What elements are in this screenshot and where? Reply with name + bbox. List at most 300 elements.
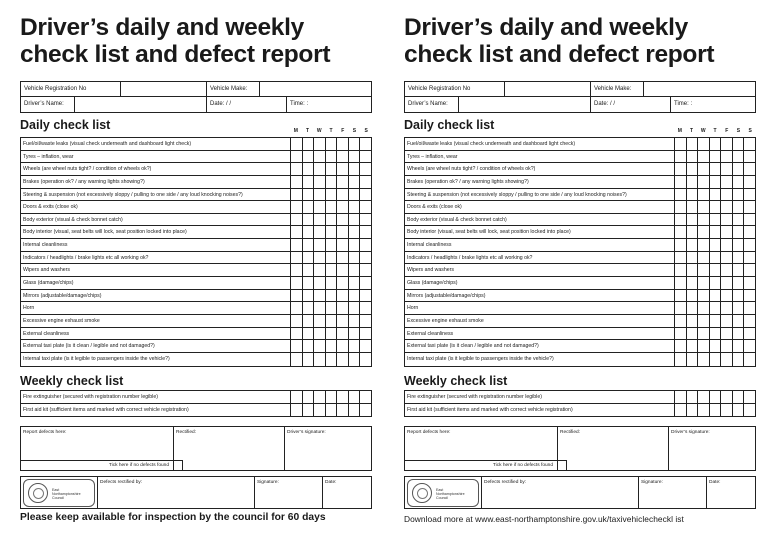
day-checkbox[interactable] bbox=[733, 404, 745, 417]
day-checkbox[interactable] bbox=[326, 353, 338, 366]
day-checkbox[interactable] bbox=[291, 391, 303, 403]
day-checkbox[interactable] bbox=[314, 189, 326, 201]
day-checkbox[interactable] bbox=[291, 214, 303, 226]
day-checkbox[interactable] bbox=[687, 163, 699, 175]
day-checkbox[interactable] bbox=[291, 328, 303, 340]
day-checkbox[interactable] bbox=[733, 239, 745, 251]
day-checkbox[interactable] bbox=[337, 315, 349, 327]
day-checkbox[interactable] bbox=[360, 264, 371, 276]
rectified-label[interactable]: Rectified: bbox=[557, 427, 669, 470]
day-checkbox[interactable] bbox=[721, 391, 733, 403]
day-checkbox[interactable] bbox=[337, 151, 349, 163]
day-checkbox[interactable] bbox=[337, 239, 349, 251]
day-checkbox[interactable] bbox=[291, 302, 303, 314]
day-checkbox[interactable] bbox=[721, 239, 733, 251]
day-checkbox[interactable] bbox=[721, 189, 733, 201]
day-checkbox[interactable] bbox=[687, 340, 699, 352]
day-checkbox[interactable] bbox=[291, 189, 303, 201]
day-checkbox[interactable] bbox=[733, 302, 745, 314]
day-checkbox[interactable] bbox=[721, 353, 733, 366]
day-checkbox[interactable] bbox=[710, 391, 722, 403]
day-checkbox[interactable] bbox=[314, 391, 326, 403]
day-checkbox[interactable] bbox=[349, 340, 361, 352]
day-checkbox[interactable] bbox=[326, 404, 338, 417]
day-checkbox[interactable] bbox=[744, 328, 755, 340]
day-checkbox[interactable] bbox=[710, 201, 722, 213]
day-checkbox[interactable] bbox=[698, 404, 710, 417]
day-checkbox[interactable] bbox=[721, 201, 733, 213]
day-checkbox[interactable] bbox=[360, 391, 371, 403]
day-checkbox[interactable] bbox=[733, 189, 745, 201]
day-checkbox[interactable] bbox=[349, 176, 361, 188]
day-checkbox[interactable] bbox=[360, 214, 371, 226]
day-checkbox[interactable] bbox=[733, 252, 745, 264]
day-checkbox[interactable] bbox=[360, 163, 371, 175]
day-checkbox[interactable] bbox=[326, 176, 338, 188]
day-checkbox[interactable] bbox=[721, 214, 733, 226]
day-checkbox[interactable] bbox=[733, 290, 745, 302]
day-checkbox[interactable] bbox=[349, 151, 361, 163]
day-checkbox[interactable] bbox=[303, 302, 315, 314]
day-checkbox[interactable] bbox=[710, 290, 722, 302]
day-checkbox[interactable] bbox=[733, 201, 745, 213]
day-checkbox[interactable] bbox=[710, 138, 722, 150]
day-checkbox[interactable] bbox=[675, 302, 687, 314]
day-checkbox[interactable] bbox=[360, 201, 371, 213]
day-checkbox[interactable] bbox=[710, 252, 722, 264]
day-checkbox[interactable] bbox=[687, 201, 699, 213]
day-checkbox[interactable] bbox=[675, 138, 687, 150]
day-checkbox[interactable] bbox=[721, 404, 733, 417]
day-checkbox[interactable] bbox=[314, 214, 326, 226]
day-checkbox[interactable] bbox=[314, 252, 326, 264]
day-checkbox[interactable] bbox=[710, 176, 722, 188]
day-checkbox[interactable] bbox=[337, 252, 349, 264]
day-checkbox[interactable] bbox=[337, 391, 349, 403]
day-checkbox[interactable] bbox=[360, 151, 371, 163]
day-checkbox[interactable] bbox=[349, 201, 361, 213]
day-checkbox[interactable] bbox=[733, 328, 745, 340]
day-checkbox[interactable] bbox=[698, 214, 710, 226]
signature-label[interactable]: Signature: bbox=[639, 477, 707, 508]
day-checkbox[interactable] bbox=[337, 201, 349, 213]
day-checkbox[interactable] bbox=[360, 138, 371, 150]
day-checkbox[interactable] bbox=[698, 226, 710, 238]
day-checkbox[interactable] bbox=[349, 302, 361, 314]
day-checkbox[interactable] bbox=[687, 277, 699, 289]
rectified-by-label[interactable]: Defects rectified by: bbox=[481, 477, 639, 508]
driver-name-field[interactable] bbox=[75, 97, 207, 112]
day-checkbox[interactable] bbox=[349, 252, 361, 264]
day-checkbox[interactable] bbox=[303, 189, 315, 201]
day-checkbox[interactable] bbox=[698, 201, 710, 213]
day-checkbox[interactable] bbox=[675, 353, 687, 366]
day-checkbox[interactable] bbox=[360, 226, 371, 238]
day-checkbox[interactable] bbox=[744, 264, 755, 276]
day-checkbox[interactable] bbox=[349, 290, 361, 302]
day-checkbox[interactable] bbox=[733, 214, 745, 226]
day-checkbox[interactable] bbox=[314, 277, 326, 289]
no-defects-checkbox[interactable] bbox=[173, 460, 183, 471]
day-checkbox[interactable] bbox=[303, 277, 315, 289]
day-checkbox[interactable] bbox=[349, 353, 361, 366]
day-checkbox[interactable] bbox=[303, 353, 315, 366]
day-checkbox[interactable] bbox=[360, 302, 371, 314]
day-checkbox[interactable] bbox=[710, 264, 722, 276]
day-checkbox[interactable] bbox=[687, 328, 699, 340]
driver-signature-label[interactable]: Driver’s signature: bbox=[671, 430, 710, 435]
day-checkbox[interactable] bbox=[687, 302, 699, 314]
day-checkbox[interactable] bbox=[698, 315, 710, 327]
day-checkbox[interactable] bbox=[698, 189, 710, 201]
day-checkbox[interactable] bbox=[291, 340, 303, 352]
day-checkbox[interactable] bbox=[675, 264, 687, 276]
day-checkbox[interactable] bbox=[721, 340, 733, 352]
day-checkbox[interactable] bbox=[733, 340, 745, 352]
day-checkbox[interactable] bbox=[744, 277, 755, 289]
day-checkbox[interactable] bbox=[744, 252, 755, 264]
day-checkbox[interactable] bbox=[303, 239, 315, 251]
day-checkbox[interactable] bbox=[326, 138, 338, 150]
day-checkbox[interactable] bbox=[314, 340, 326, 352]
day-checkbox[interactable] bbox=[744, 302, 755, 314]
day-checkbox[interactable] bbox=[675, 404, 687, 417]
day-checkbox[interactable] bbox=[721, 328, 733, 340]
day-checkbox[interactable] bbox=[687, 214, 699, 226]
day-checkbox[interactable] bbox=[687, 189, 699, 201]
day-checkbox[interactable] bbox=[349, 391, 361, 403]
day-checkbox[interactable] bbox=[675, 176, 687, 188]
day-checkbox[interactable] bbox=[349, 264, 361, 276]
day-checkbox[interactable] bbox=[349, 138, 361, 150]
day-checkbox[interactable] bbox=[360, 340, 371, 352]
day-checkbox[interactable] bbox=[744, 290, 755, 302]
day-checkbox[interactable] bbox=[291, 226, 303, 238]
day-checkbox[interactable] bbox=[360, 252, 371, 264]
day-checkbox[interactable] bbox=[744, 353, 755, 366]
day-checkbox[interactable] bbox=[687, 404, 699, 417]
day-checkbox[interactable] bbox=[314, 264, 326, 276]
day-checkbox[interactable] bbox=[733, 138, 745, 150]
day-checkbox[interactable] bbox=[337, 264, 349, 276]
day-checkbox[interactable] bbox=[314, 353, 326, 366]
day-checkbox[interactable] bbox=[698, 176, 710, 188]
day-checkbox[interactable] bbox=[326, 189, 338, 201]
day-checkbox[interactable] bbox=[291, 163, 303, 175]
day-checkbox[interactable] bbox=[337, 290, 349, 302]
day-checkbox[interactable] bbox=[675, 226, 687, 238]
day-checkbox[interactable] bbox=[360, 239, 371, 251]
day-checkbox[interactable] bbox=[303, 163, 315, 175]
day-checkbox[interactable] bbox=[303, 252, 315, 264]
vehicle-reg-field[interactable] bbox=[121, 82, 207, 96]
day-checkbox[interactable] bbox=[687, 176, 699, 188]
day-checkbox[interactable] bbox=[687, 290, 699, 302]
day-checkbox[interactable] bbox=[303, 226, 315, 238]
day-checkbox[interactable] bbox=[326, 214, 338, 226]
day-checkbox[interactable] bbox=[337, 277, 349, 289]
day-checkbox[interactable] bbox=[360, 290, 371, 302]
day-checkbox[interactable] bbox=[744, 226, 755, 238]
day-checkbox[interactable] bbox=[710, 214, 722, 226]
day-checkbox[interactable] bbox=[314, 239, 326, 251]
day-checkbox[interactable] bbox=[314, 302, 326, 314]
vehicle-reg-field[interactable] bbox=[505, 82, 591, 96]
day-checkbox[interactable] bbox=[303, 264, 315, 276]
day-checkbox[interactable] bbox=[303, 214, 315, 226]
day-checkbox[interactable] bbox=[687, 138, 699, 150]
day-checkbox[interactable] bbox=[698, 277, 710, 289]
driver-name-field[interactable] bbox=[459, 97, 591, 112]
day-checkbox[interactable] bbox=[675, 290, 687, 302]
rectified-date-label[interactable]: Date: bbox=[325, 480, 337, 485]
day-checkbox[interactable] bbox=[326, 151, 338, 163]
day-checkbox[interactable] bbox=[744, 138, 755, 150]
day-checkbox[interactable] bbox=[349, 226, 361, 238]
day-checkbox[interactable] bbox=[698, 290, 710, 302]
rectified-by-label[interactable]: Defects rectified by: bbox=[97, 477, 255, 508]
day-checkbox[interactable] bbox=[360, 404, 371, 417]
day-checkbox[interactable] bbox=[733, 176, 745, 188]
day-checkbox[interactable] bbox=[721, 163, 733, 175]
day-checkbox[interactable] bbox=[360, 353, 371, 366]
day-checkbox[interactable] bbox=[698, 163, 710, 175]
day-checkbox[interactable] bbox=[314, 404, 326, 417]
day-checkbox[interactable] bbox=[337, 189, 349, 201]
day-checkbox[interactable] bbox=[687, 239, 699, 251]
day-checkbox[interactable] bbox=[337, 353, 349, 366]
day-checkbox[interactable] bbox=[314, 151, 326, 163]
day-checkbox[interactable] bbox=[326, 315, 338, 327]
day-checkbox[interactable] bbox=[733, 226, 745, 238]
rectified-date-label[interactable]: Date: bbox=[709, 480, 721, 485]
day-checkbox[interactable] bbox=[721, 264, 733, 276]
day-checkbox[interactable] bbox=[675, 201, 687, 213]
report-defects-label[interactable]: Report defects here: bbox=[407, 430, 451, 435]
day-checkbox[interactable] bbox=[733, 151, 745, 163]
day-checkbox[interactable] bbox=[303, 315, 315, 327]
day-checkbox[interactable] bbox=[291, 201, 303, 213]
day-checkbox[interactable] bbox=[710, 404, 722, 417]
day-checkbox[interactable] bbox=[291, 151, 303, 163]
day-checkbox[interactable] bbox=[744, 315, 755, 327]
day-checkbox[interactable] bbox=[337, 328, 349, 340]
day-checkbox[interactable] bbox=[710, 340, 722, 352]
day-checkbox[interactable] bbox=[698, 151, 710, 163]
day-checkbox[interactable] bbox=[710, 315, 722, 327]
day-checkbox[interactable] bbox=[326, 391, 338, 403]
day-checkbox[interactable] bbox=[337, 214, 349, 226]
day-checkbox[interactable] bbox=[710, 328, 722, 340]
day-checkbox[interactable] bbox=[326, 163, 338, 175]
day-checkbox[interactable] bbox=[303, 290, 315, 302]
day-checkbox[interactable] bbox=[744, 340, 755, 352]
day-checkbox[interactable] bbox=[721, 277, 733, 289]
day-checkbox[interactable] bbox=[710, 239, 722, 251]
day-checkbox[interactable] bbox=[733, 353, 745, 366]
day-checkbox[interactable] bbox=[291, 252, 303, 264]
day-checkbox[interactable] bbox=[349, 404, 361, 417]
day-checkbox[interactable] bbox=[337, 226, 349, 238]
day-checkbox[interactable] bbox=[698, 340, 710, 352]
day-checkbox[interactable] bbox=[675, 214, 687, 226]
day-checkbox[interactable] bbox=[291, 290, 303, 302]
day-checkbox[interactable] bbox=[710, 151, 722, 163]
day-checkbox[interactable] bbox=[314, 138, 326, 150]
day-checkbox[interactable] bbox=[698, 264, 710, 276]
vehicle-make-field[interactable] bbox=[644, 82, 755, 96]
day-checkbox[interactable] bbox=[744, 239, 755, 251]
day-checkbox[interactable] bbox=[291, 404, 303, 417]
signature-label[interactable]: Signature: bbox=[255, 477, 323, 508]
day-checkbox[interactable] bbox=[349, 277, 361, 289]
day-checkbox[interactable] bbox=[360, 277, 371, 289]
day-checkbox[interactable] bbox=[721, 252, 733, 264]
day-checkbox[interactable] bbox=[698, 138, 710, 150]
day-checkbox[interactable] bbox=[710, 302, 722, 314]
report-defects-label[interactable]: Report defects here: bbox=[23, 430, 67, 435]
vehicle-make-field[interactable] bbox=[260, 82, 371, 96]
day-checkbox[interactable] bbox=[349, 189, 361, 201]
day-checkbox[interactable] bbox=[721, 290, 733, 302]
day-checkbox[interactable] bbox=[314, 163, 326, 175]
day-checkbox[interactable] bbox=[326, 277, 338, 289]
day-checkbox[interactable] bbox=[360, 189, 371, 201]
day-checkbox[interactable] bbox=[721, 138, 733, 150]
day-checkbox[interactable] bbox=[687, 391, 699, 403]
day-checkbox[interactable] bbox=[687, 264, 699, 276]
day-checkbox[interactable] bbox=[314, 176, 326, 188]
day-checkbox[interactable] bbox=[733, 163, 745, 175]
day-checkbox[interactable] bbox=[303, 340, 315, 352]
day-checkbox[interactable] bbox=[675, 340, 687, 352]
day-checkbox[interactable] bbox=[710, 226, 722, 238]
day-checkbox[interactable] bbox=[733, 277, 745, 289]
day-checkbox[interactable] bbox=[698, 239, 710, 251]
day-checkbox[interactable] bbox=[744, 214, 755, 226]
day-checkbox[interactable] bbox=[314, 201, 326, 213]
day-checkbox[interactable] bbox=[360, 315, 371, 327]
day-checkbox[interactable] bbox=[337, 302, 349, 314]
day-checkbox[interactable] bbox=[710, 163, 722, 175]
day-checkbox[interactable] bbox=[349, 239, 361, 251]
day-checkbox[interactable] bbox=[326, 201, 338, 213]
date-field[interactable]: Date: / / bbox=[591, 97, 671, 112]
day-checkbox[interactable] bbox=[337, 404, 349, 417]
day-checkbox[interactable] bbox=[721, 302, 733, 314]
day-checkbox[interactable] bbox=[291, 315, 303, 327]
day-checkbox[interactable] bbox=[314, 290, 326, 302]
day-checkbox[interactable] bbox=[314, 328, 326, 340]
day-checkbox[interactable] bbox=[337, 163, 349, 175]
day-checkbox[interactable] bbox=[303, 201, 315, 213]
day-checkbox[interactable] bbox=[349, 315, 361, 327]
download-link[interactable]: Download more at www.east-northamptonshire.gov.uk/taxivehiclecheckl ist bbox=[404, 514, 684, 524]
day-checkbox[interactable] bbox=[675, 189, 687, 201]
day-checkbox[interactable] bbox=[291, 138, 303, 150]
day-checkbox[interactable] bbox=[675, 252, 687, 264]
day-checkbox[interactable] bbox=[744, 151, 755, 163]
day-checkbox[interactable] bbox=[291, 277, 303, 289]
day-checkbox[interactable] bbox=[675, 277, 687, 289]
time-field[interactable]: Time: : bbox=[674, 101, 693, 107]
day-checkbox[interactable] bbox=[326, 302, 338, 314]
day-checkbox[interactable] bbox=[698, 302, 710, 314]
day-checkbox[interactable] bbox=[721, 151, 733, 163]
day-checkbox[interactable] bbox=[326, 290, 338, 302]
day-checkbox[interactable] bbox=[675, 163, 687, 175]
day-checkbox[interactable] bbox=[721, 176, 733, 188]
day-checkbox[interactable] bbox=[360, 328, 371, 340]
day-checkbox[interactable] bbox=[744, 163, 755, 175]
day-checkbox[interactable] bbox=[698, 391, 710, 403]
day-checkbox[interactable] bbox=[675, 315, 687, 327]
date-field[interactable]: Date: / / bbox=[207, 97, 287, 112]
day-checkbox[interactable] bbox=[710, 353, 722, 366]
day-checkbox[interactable] bbox=[326, 252, 338, 264]
day-checkbox[interactable] bbox=[687, 315, 699, 327]
day-checkbox[interactable] bbox=[687, 226, 699, 238]
day-checkbox[interactable] bbox=[675, 151, 687, 163]
day-checkbox[interactable] bbox=[360, 176, 371, 188]
day-checkbox[interactable] bbox=[326, 239, 338, 251]
day-checkbox[interactable] bbox=[314, 315, 326, 327]
day-checkbox[interactable] bbox=[721, 315, 733, 327]
day-checkbox[interactable] bbox=[303, 404, 315, 417]
day-checkbox[interactable] bbox=[744, 176, 755, 188]
day-checkbox[interactable] bbox=[349, 214, 361, 226]
day-checkbox[interactable] bbox=[744, 189, 755, 201]
day-checkbox[interactable] bbox=[721, 226, 733, 238]
day-checkbox[interactable] bbox=[733, 264, 745, 276]
day-checkbox[interactable] bbox=[291, 353, 303, 366]
day-checkbox[interactable] bbox=[687, 353, 699, 366]
day-checkbox[interactable] bbox=[303, 391, 315, 403]
day-checkbox[interactable] bbox=[326, 328, 338, 340]
day-checkbox[interactable] bbox=[291, 264, 303, 276]
day-checkbox[interactable] bbox=[314, 226, 326, 238]
day-checkbox[interactable] bbox=[744, 404, 755, 417]
day-checkbox[interactable] bbox=[349, 163, 361, 175]
day-checkbox[interactable] bbox=[349, 328, 361, 340]
day-checkbox[interactable] bbox=[710, 277, 722, 289]
driver-signature-label[interactable]: Driver’s signature: bbox=[287, 430, 326, 435]
day-checkbox[interactable] bbox=[326, 264, 338, 276]
day-checkbox[interactable] bbox=[675, 391, 687, 403]
day-checkbox[interactable] bbox=[675, 328, 687, 340]
day-checkbox[interactable] bbox=[337, 340, 349, 352]
day-checkbox[interactable] bbox=[698, 252, 710, 264]
day-checkbox[interactable] bbox=[337, 138, 349, 150]
rectified-label[interactable]: Rectified: bbox=[173, 427, 285, 470]
day-checkbox[interactable] bbox=[687, 252, 699, 264]
day-checkbox[interactable] bbox=[744, 391, 755, 403]
day-checkbox[interactable] bbox=[675, 239, 687, 251]
day-checkbox[interactable] bbox=[303, 151, 315, 163]
day-checkbox[interactable] bbox=[710, 189, 722, 201]
day-checkbox[interactable] bbox=[303, 138, 315, 150]
day-checkbox[interactable] bbox=[733, 315, 745, 327]
day-checkbox[interactable] bbox=[744, 201, 755, 213]
day-checkbox[interactable] bbox=[303, 328, 315, 340]
day-checkbox[interactable] bbox=[326, 340, 338, 352]
day-checkbox[interactable] bbox=[291, 176, 303, 188]
day-checkbox[interactable] bbox=[337, 176, 349, 188]
day-checkbox[interactable] bbox=[291, 239, 303, 251]
day-checkbox[interactable] bbox=[303, 176, 315, 188]
day-checkbox[interactable] bbox=[698, 353, 710, 366]
day-checkbox[interactable] bbox=[326, 226, 338, 238]
